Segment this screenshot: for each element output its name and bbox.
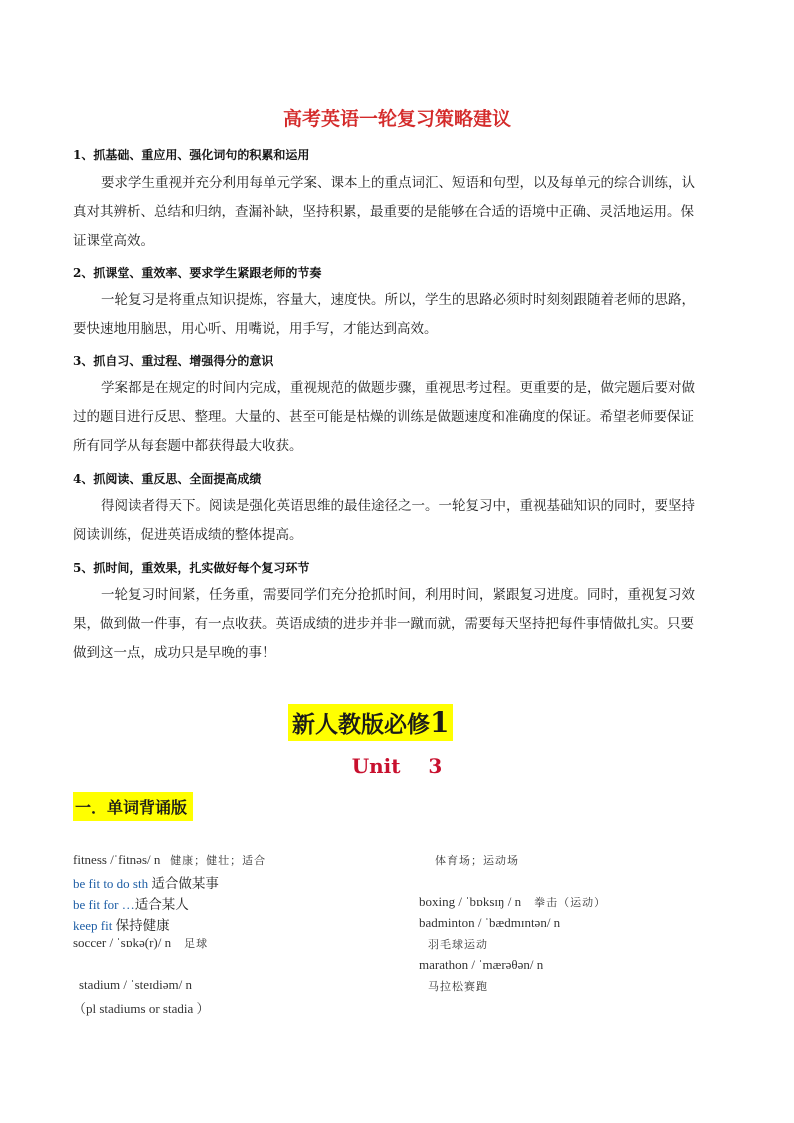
- section-body-2: [73, 286, 725, 344]
- section-heading-4: 4、抓阅读、重反思、全面提高成绩: [73, 472, 262, 486]
- section-body-4: [73, 492, 725, 550]
- body-line: 过的题目进行反思、整理。大量的、甚至可能是枯燥的训练是做题速度和准确度的保证。希望老师要保证: [73, 409, 694, 425]
- vocab-gym-cn: [435, 852, 519, 868]
- vocab-badminton-cn: [428, 936, 488, 952]
- section-body-1: [73, 169, 725, 256]
- body-line: 做到这一点，成功只是早晚的事！: [73, 645, 276, 661]
- vocab-cn: 健康；健壮；适合: [170, 854, 267, 867]
- section-one-heading: 一．单词背诵版: [73, 792, 193, 821]
- body-line: 真对其辨析、总结和归纳，查漏补缺，坚持积累，最重要的是能够在合适的语境中正确、灵活地运用。保: [73, 204, 694, 220]
- vocab-cn: 体育场；运动场: [435, 854, 519, 867]
- vocab-cn: 马拉松赛跑: [428, 980, 488, 993]
- vocab-marathon: [419, 957, 543, 973]
- body-line: 要快速地用脑思，用心听、用嘴说，用手写，才能达到高效。: [73, 321, 438, 337]
- section-heading-1: 1、抓基础、重应用、强化词句的积累和运用: [73, 148, 310, 162]
- body-line: 果，做到做一件事，有一点收获。英语成绩的进步并非一蹴而就，需要每天坚持把每件事情做扎实。只要: [73, 616, 694, 632]
- vocab-en: be fit to do sth: [73, 876, 149, 891]
- vocab-cn: 适合某人: [134, 897, 189, 913]
- vocab-en: boxing / ˈbɒksɪŋ / n: [419, 894, 522, 909]
- body-line: 要求学生重视并充分利用每单元学案、课本上的重点词汇、短语和句型，以及每单元的综合训练，认: [101, 175, 695, 191]
- vocab-cn: 拳击（运动）: [534, 896, 607, 909]
- vocab-en: keep fit: [73, 918, 113, 933]
- book-title: [288, 704, 453, 741]
- vocab-en: soccer / ˈsɒkə(r)/ n: [73, 935, 172, 950]
- section-heading-5: 5、抓时间，重效果，扎实做好每个复习环节: [73, 561, 310, 575]
- vocab-cn: 羽毛球运动: [428, 938, 488, 951]
- vocab-en: fitness /ˈfitnəs/ n: [73, 852, 161, 867]
- unit-number: 3: [428, 754, 443, 778]
- vocab-be-fit: [73, 872, 219, 892]
- vocab-en: marathon / ˈmærəθən/ n: [419, 957, 544, 972]
- vocab-stadium: [79, 977, 192, 993]
- body-line: 证课堂高效。: [73, 233, 154, 249]
- section-body-3: [73, 374, 725, 461]
- page-title: 高考英语一轮复习策略建议: [282, 108, 511, 130]
- vocab-note: （pl stadiums or stadia ）: [73, 1001, 210, 1016]
- body-line: 得阅读者得天下。阅读是强化英语思维的最佳途径之一。一轮复习中，重视基础知识的同时，要坚持: [101, 498, 695, 514]
- vocab-en: badminton / ˈbædmɪntən/ n: [419, 915, 561, 930]
- vocab-en: stadium / ˈsteɪdiəm/ n: [79, 977, 193, 992]
- unit-title: [0, 754, 794, 778]
- vocab-keep-fit: [73, 914, 170, 934]
- section-heading-3: 3、抓自习、重过程、增强得分的意识: [73, 354, 274, 368]
- vocab-en: be fit for …: [73, 897, 135, 912]
- vocab-badminton: [419, 915, 560, 931]
- body-line: 学案都是在规定的时间内完成，重视规范的做题步骤，重视思考过程。更重要的是，做完题后要对做: [101, 380, 695, 396]
- vocab-soccer: [73, 935, 208, 951]
- section-heading-2: 2、抓课堂、重效率、要求学生紧跟老师的节奏: [73, 266, 322, 280]
- vocab-be-fit-for: [73, 893, 189, 913]
- vocab-fitness: [73, 852, 266, 868]
- vocab-marathon-cn: [428, 978, 488, 994]
- vocab-stadium-plural: [73, 998, 210, 1017]
- section-body-5: [73, 581, 725, 668]
- vocab-cn: 保持健康: [115, 918, 170, 934]
- body-line: 一轮复习时间紧，任务重，需要同学们充分抢抓时间，利用时间，紧跟复习进度。同时，重视复习效: [101, 587, 695, 603]
- body-line: 所有同学从每套题中都获得最大收获。: [73, 438, 303, 454]
- book-title-text: 新人教版必修: [292, 712, 430, 738]
- vocab-cn: 足球: [184, 937, 209, 950]
- body-line: 一轮复习是将重点知识提炼，容量大，速度快。所以，学生的思路必须时时刻刻跟随着老师的思路，: [101, 292, 695, 308]
- book-number: 1: [430, 706, 450, 739]
- vocab-boxing: [419, 894, 606, 910]
- unit-label: Unit: [351, 754, 401, 778]
- vocab-cn: 适合做某事: [151, 876, 219, 892]
- body-line: 阅读训练，促进英语成绩的整体提高。: [73, 527, 303, 543]
